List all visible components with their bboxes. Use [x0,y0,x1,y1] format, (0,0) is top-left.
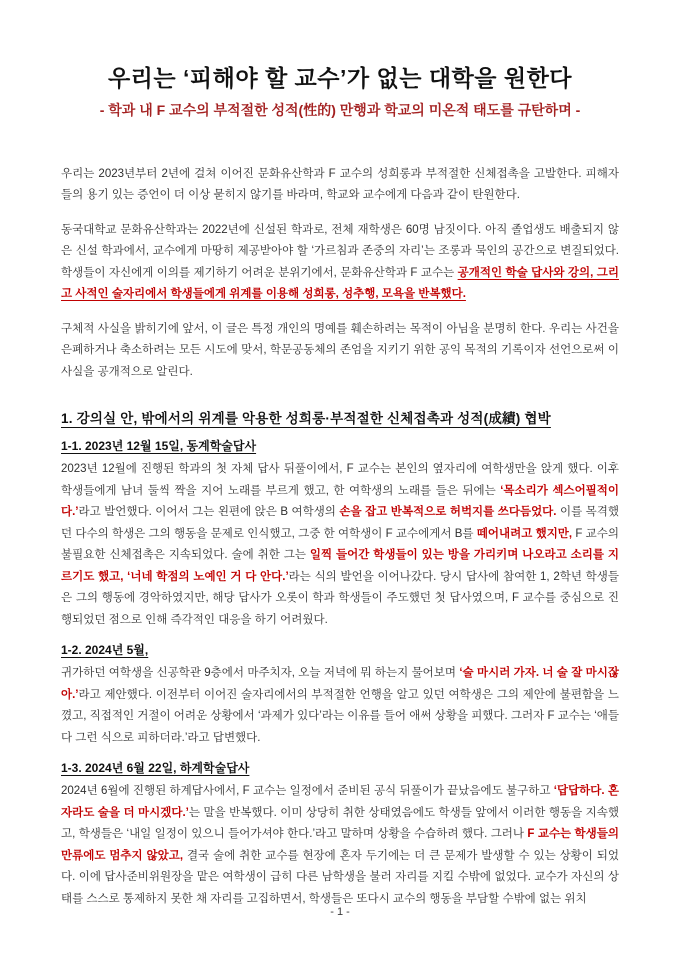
document-title: 우리는 ‘피해야 할 교수’가 없는 대학을 원한다 [107,65,573,91]
highlighted-text: F 교수는 학생들의 만류에도 멈추지 않았고, [61,828,619,862]
body-text: 우리는 2023년부터 2년에 걸쳐 이어진 문화유산학과 F 교수의 성희롱과 부적절한 신체접촉을 고발한다. 피해자들의 용기 있는 증언이 더 이상 묻히지 않기를 바라며, 학교와 교수에게 다음과 같이 탄원한다. [61,167,619,202]
highlighted-text: ‘답답하다. 혼자라도 술을 더 마시겠다.’ [61,785,619,819]
subsection-1-2 [61,641,619,749]
intro-paragraph-1 [61,164,619,207]
document-subtitle: - 학과 내 F 교수의 부적절한 성적(性的) 만행과 학교의 미온적 태도를 규탄하며 - [99,101,581,118]
highlighted-text: 손을 잡고 반복적으로 허벅지를 쓰다듬었다. [339,506,557,519]
subsection-1-3 [61,759,619,910]
page-number: - 1 - [330,906,350,918]
section-1 [61,407,619,910]
intro-paragraph-2 [61,220,619,306]
subsection-1-2-paragraph [61,663,619,749]
document-header [61,64,619,119]
body-text: 동국대학교 문화유산학과는 2022년에 신설된 학과로, 전체 재학생은 60명 남짓이다. 아직 졸업생도 배출되지 않은 신설 학과에서, 교수에게 마땅히 제공받아야 할 ‘가르침과 존중의 자리’는 조롱과 묵인의 공간으로 변질되었다. 학생들이 자신에게 이의를 제기하기 어려운 분위기에서, 문화유산학과 F 교수는 [61,223,619,279]
body-text: 결국 술에 취한 교수를 현장에 혼자 두기에는 더 큰 문제가 발생할 수 있는 상황이 되었다. 이에 답사준비위원장을 맡은 여학생이 급히 다른 남학생을 불러 자리를 지킬 수밖에 없었다. 교수가 자신의 상태를 스스로 통제하지 못한 채 자리를 고집하면서, 학생들은 또다시 교수의 행동을 부담할 수밖에 없는 위치 [61,849,619,905]
subsection-1-3-heading: 1-3. 2024년 6월 22일, 하계학술답사 [61,761,250,776]
body-text: 라고 제안했다. 이전부터 이어진 술자리에서의 부적절한 언행을 알고 있던 여학생은 그의 제안에 불편함을 느꼈고, 직접적인 거절이 어려운 상황에서 ‘과제가 있다’라는 이유를 들어 애써 상황을 피했다. 그러자 F 교수는 ‘애들 다 그런 식으로 피하더라.’라고 답변했다. [61,688,619,744]
subsection-1-3-paragraph [61,781,619,910]
highlighted-text: ‘술 마시러 가자. 너 술 잘 마시잖아.’ [61,667,619,701]
body-text: 2024년 6월에 진행된 하계답사에서, F 교수는 일정에서 준비된 공식 뒤풀이가 끝났음에도 불구하고 [61,785,554,798]
body-text: 구체적 사실을 밝히기에 앞서, 이 글은 특정 개인의 명예를 훼손하려는 목적이 아님을 분명히 한다. 우리는 사건을 은폐하거나 축소하려는 모든 시도에 맞서, 학문공동체의 존엄을 지키기 위한 공익 목적의 기록이자 선언으로써 이 사실을 공개적으로 알린다. [61,322,619,378]
body-text: 이를 목격했던 다수의 학생은 그의 행동을 문제로 인식했고, 그중 한 여학생이 F 교수에게서 B를 [61,506,620,540]
subsection-1-1-heading: 1-1. 2023년 12월 15일, 동계학술답사 [61,439,257,454]
body-text: F 교수의 불필요한 신체접촉은 지속되었다. 술에 취한 그는 [61,527,619,562]
subsection-1-1 [61,437,619,631]
highlighted-text: ‘목소리가 섹스어필적이다.’ [61,484,620,519]
subsection-1-1-paragraph [61,459,619,631]
body-text: 는 말을 반복했다. 이미 상당히 취한 상태였음에도 학생들 앞에서 이러한 행동을 지속했고, 학생들은 ‘내일 일정이 있으니 들어가셔야 한다.’라고 말하며 상황을 수습하려 했다. 그러나 [61,806,619,841]
body-text: 라고 발언했다. 이어서 그는 왼편에 앉은 B 여학생의 [78,506,340,519]
highlighted-text: 일찍 들어간 학생들이 있는 방을 가리키며 나오라고 소리를 지르기도 했고, ‘너네 학점의 노예인 거 다 안다.’ [61,549,619,583]
body-text: 2023년 12월에 진행된 학과의 첫 자체 답사 뒤풀이에서, F 교수는 본인의 옆자리에 여학생만을 앉게 했다. 이후 학생들에게 남녀 둘씩 짝을 지어 노래를 부르게 했고, 한 여학생의 노래를 들은 뒤에는 [61,463,619,497]
body-text: 귀가하던 여학생을 신공학관 9층에서 마주치자, 오늘 저녁에 뭐 하는지 물어보며 [61,667,460,680]
intro-section [61,164,619,384]
body-text: 라는 식의 발언을 이어나갔다. 당시 답사에 참여한 1, 2학년 학생들은 그의 행동에 경악하였지만, 해당 답사가 오롯이 학과 학생들이 주도했던 첫 답사였으며, F 교수를 중심으로 진행되었던 점으로 인해 즉각적인 대응을 하기 어려웠다. [61,570,619,626]
highlighted-text: 떼어내려고 했지만, [476,527,573,540]
highlighted-text: 공개적인 학술 답사와 강의, 그리고 사적인 술자리에서 학생들에게 위계를 이용해 성희롱, 성추행, 모욕을 반복했다. [61,266,619,301]
section-1-heading: 1. 강의실 안, 밖에서의 위계를 악용한 성희롱·부적절한 신체접촉과 성적(成績) 협박 [61,411,551,427]
subsection-1-2-heading: 1-2. 2024년 5월, [61,643,149,658]
intro-paragraph-3 [61,319,619,384]
